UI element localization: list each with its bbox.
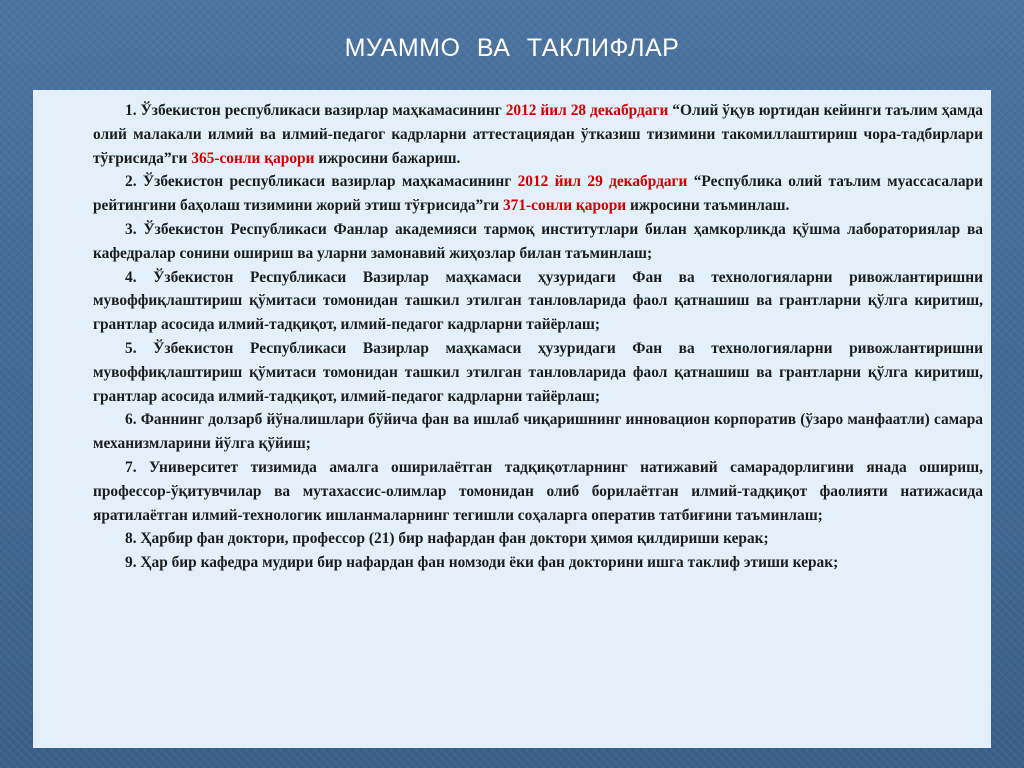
slide-title: МУАММО ВА ТАКЛИФЛАР bbox=[344, 34, 680, 62]
highlight-date: 2012 йил 29 декабрдаги bbox=[517, 173, 688, 191]
list-item bbox=[93, 408, 983, 456]
highlight-date: 2012 йил 28 декабрдаги bbox=[505, 102, 669, 119]
list-item bbox=[93, 170, 983, 218]
text-run: “Республика олий таълим муассасалари рейтингини баҳолаш тизимини жорий этиш тўғрисида”ги bbox=[93, 173, 983, 215]
text-run: 7. Университет тизимида амалга оширилаётган тадқиқотларнинг натижавий самарадорлигини янада ошириш, профессор-ўқитувчилар ва мутахассис-олимлар томонидан олиб борилаётган илмий-тадқиқот фаолияти натижасида яратилаётган илмий-технологик ишланмаларнинг тегишли соҳаларга оператив татбиғини таъминлаш; bbox=[93, 458, 983, 524]
text-run: ижросини таъминлаш. bbox=[626, 197, 790, 215]
text-run: 6. Фаннинг долзарб йўналишлари бўйича фан ва ишлаб чиқаришнинг инновацион корпоратив (ўзаро манфаатли) самара механизмларини йўлга қўйиш; bbox=[93, 411, 983, 453]
text-run: 2. Ўзбекистон республикаси вазирлар маҳкамасининг bbox=[125, 173, 518, 191]
list-item bbox=[93, 337, 983, 408]
text-run: 4. Ўзбекистон Республикаси Вазирлар маҳкамаси ҳузуридаги Фан ва технологияларни ривожлантиришни мувоффиқлаштириш қўмитаси томонидан ташкил этилган танловларида фаол қатнашиш ва грантларни қўлга киритиш, грантлар асосида илмий-тадқиқот, илмий-педагог кадрларни тайёрлаш; bbox=[93, 268, 983, 334]
list-item bbox=[93, 527, 983, 551]
highlight-decree: 371-сонли қарори bbox=[502, 197, 627, 215]
text-run: 3. Ўзбекистон Республикаси Фанлар академияси тармоқ институтлари билан ҳамкорликда қўшма лабораториялар ва кафедралар сонини ошириш ва уларни замонавий жиҳозлар билан таъминлаш; bbox=[93, 220, 983, 262]
list-item bbox=[93, 99, 983, 170]
content-box bbox=[33, 90, 991, 748]
text-run: “Олий ўқув юртидан кейинги таълим ҳамда олий малакали илмий ва илмий-педагог кадрларни аттестациядан ўтказиш тизимини такомиллаштириш чора-тадбирлари тўғрисида”ги bbox=[93, 102, 983, 167]
highlight-decree: 365-сонли қарори bbox=[191, 149, 315, 167]
text-run: 1. Ўзбекистон республикаси вазирлар маҳкамасининг bbox=[125, 102, 506, 119]
text-run: 8. Ҳарбир фан доктори, профессор (21) бир нафардан фан доктори ҳимоя қилдириши керак; bbox=[125, 530, 769, 548]
list-item bbox=[93, 551, 983, 575]
text-run: ижросини бажариш. bbox=[314, 149, 461, 167]
list-item bbox=[93, 266, 983, 337]
list-item bbox=[93, 218, 983, 266]
text-run: 5. Ўзбекистон Республикаси Вазирлар маҳкамаси ҳузуридаги Фан ва технологияларни ривожлантиришни мувоффиқлаштириш қўмитаси томонидан ташкил этилган танловларида фаол қатнашиш ва грантларни қўлга киритиш, грантлар асосида илмий-тадқиқот, илмий-педагог кадрларни тайёрлаш; bbox=[93, 339, 983, 405]
list-item bbox=[93, 456, 983, 527]
text-run: 9. Ҳар бир кафедра мудири бир нафардан фан номзоди ёки фан докторини ишга таклиф этиши керак; bbox=[125, 554, 839, 572]
